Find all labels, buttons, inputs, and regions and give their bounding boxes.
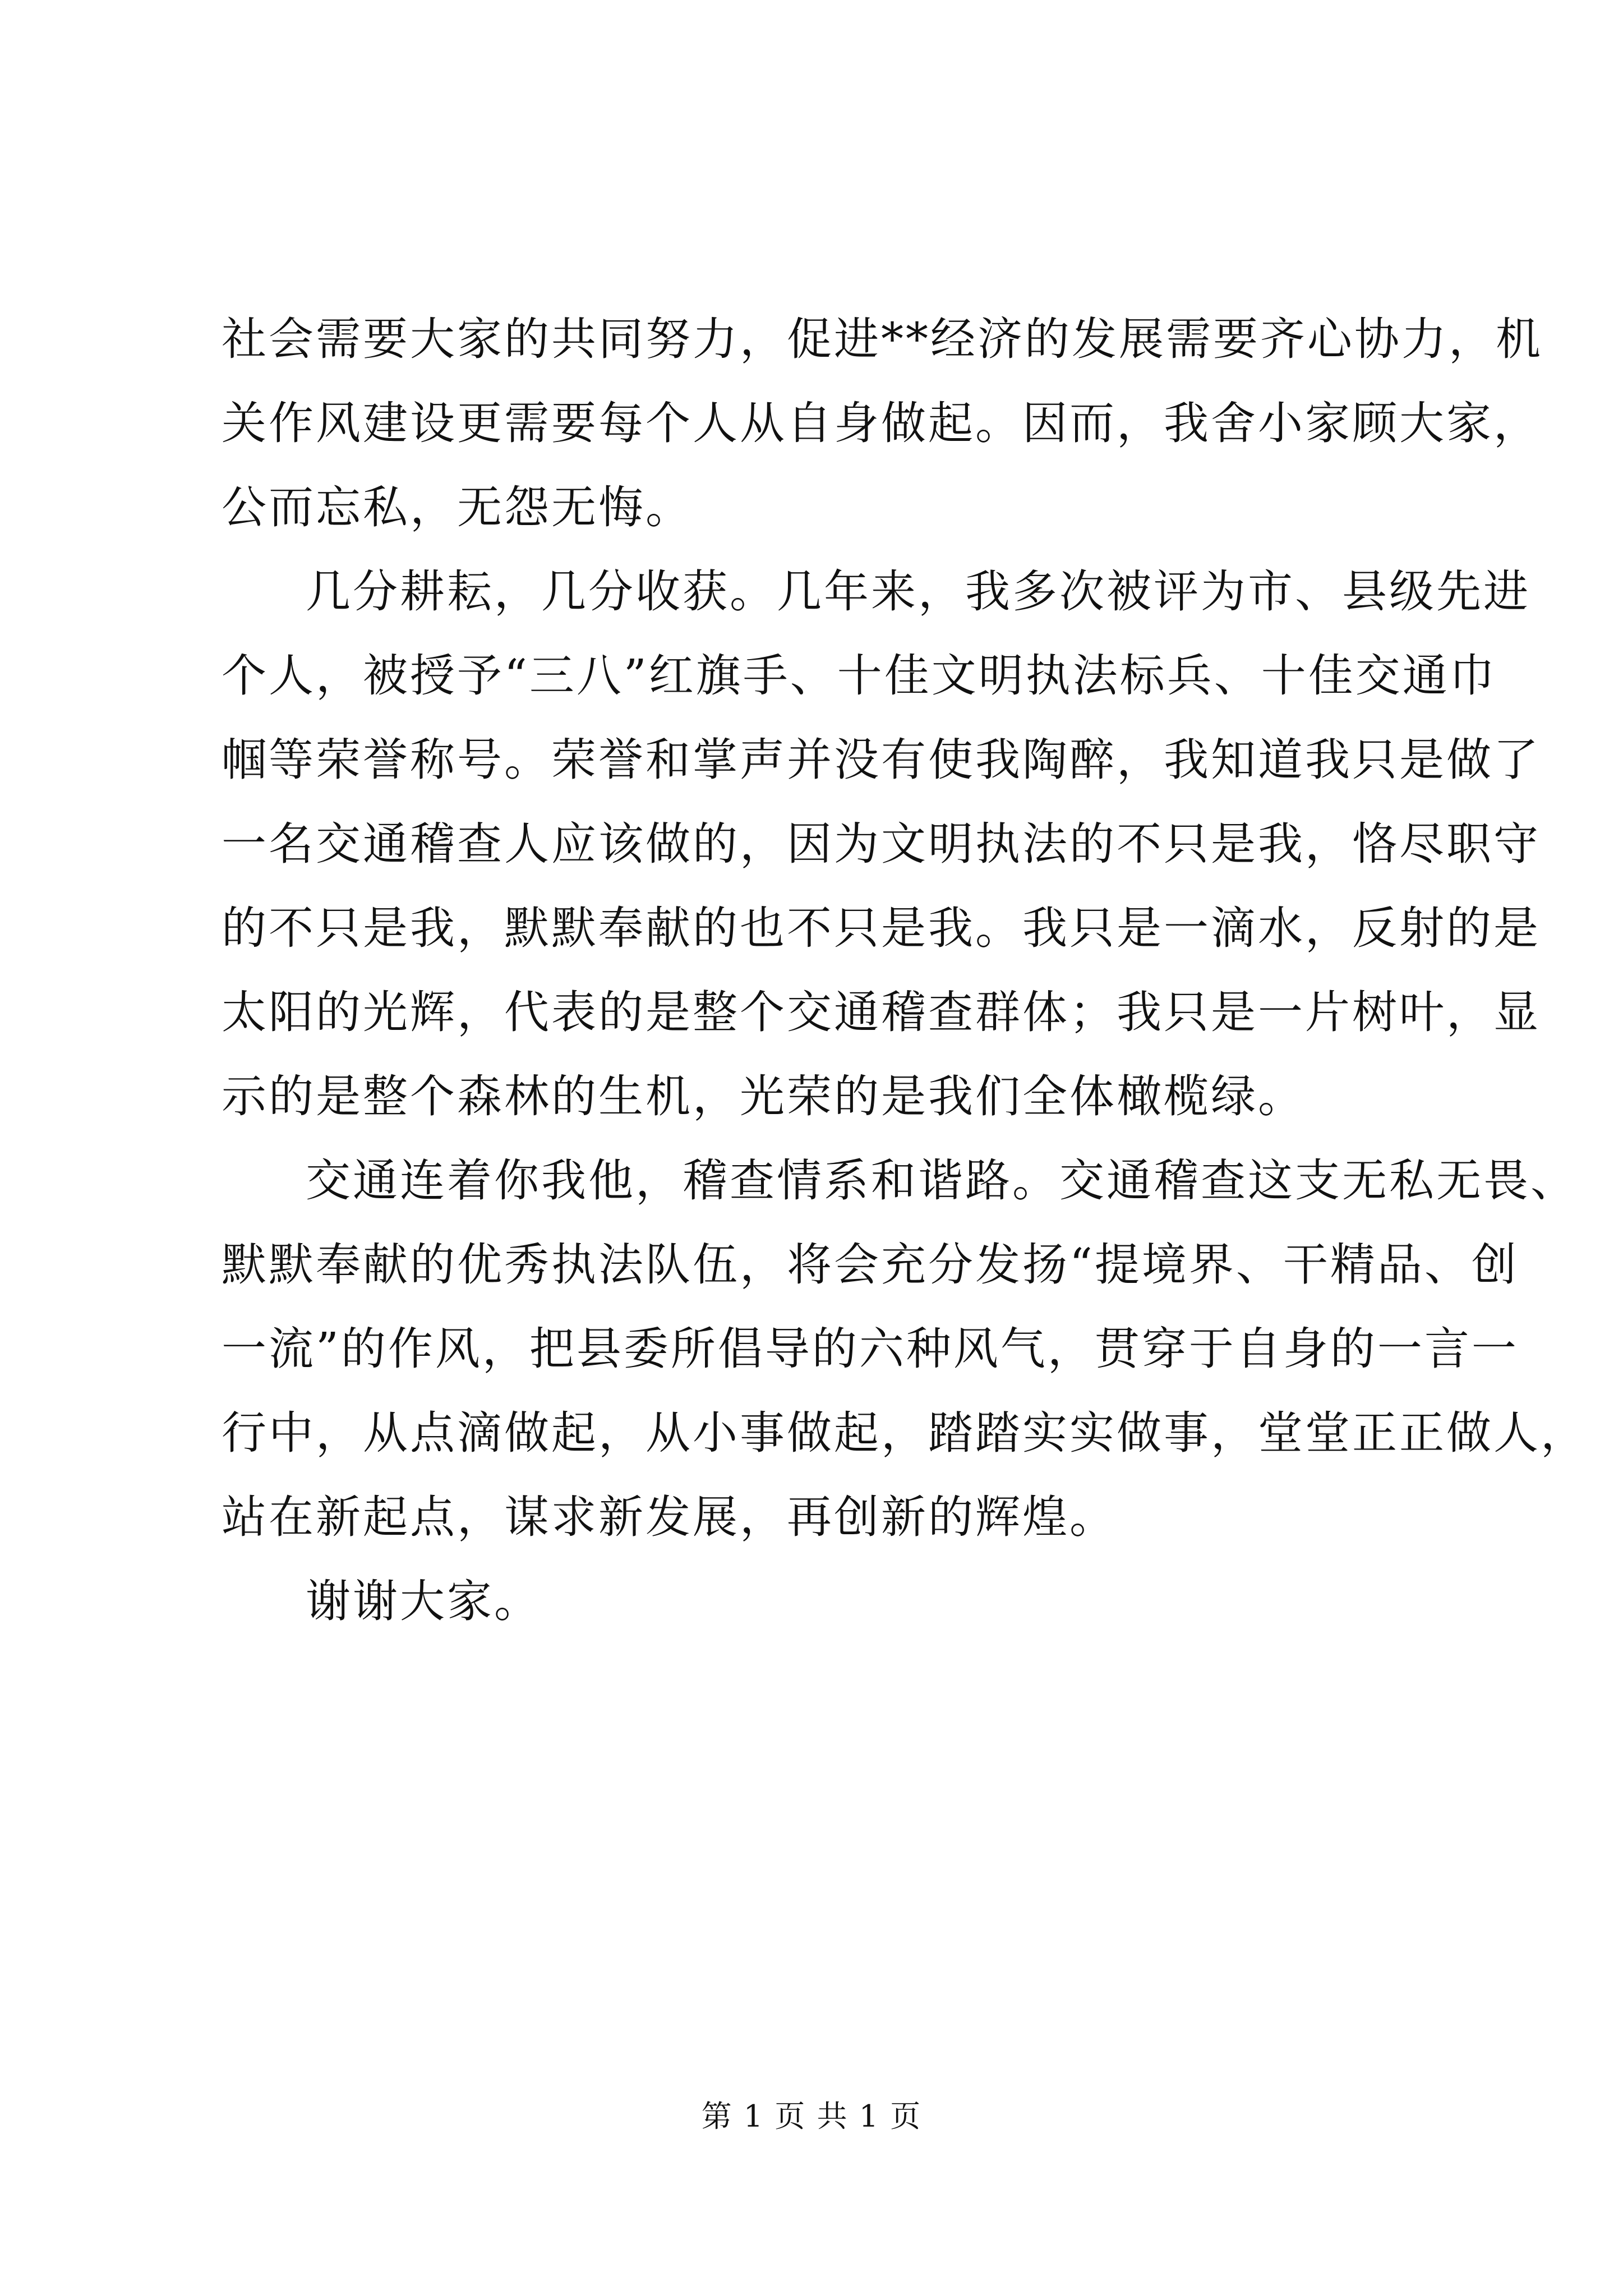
paragraph-1-line-2: 关作风建设更需要每个人从自身做起。因而，我舍小家顾大家， (222, 397, 1541, 449)
paragraph-2-line-6: 太阳的光辉，代表的是整个交通稽查群体；我只是一片树叶，显 (222, 986, 1541, 1038)
paragraph-2-line-2: 个人，被授予“三八”红旗手、十佳文明执法标兵、十佳交通巾 (222, 650, 1497, 702)
paragraph-2-line-5: 的不只是我，默默奉献的也不只是我。我只是一滴水，反射的是 (222, 902, 1541, 954)
paragraph-2-line-1: 几分耕耘，几分收获。几年来，我多次被评为市、县级先进 (306, 565, 1530, 618)
paragraph-3-line-3: 一流”的作风，把县委所倡导的六种风气，贯穿于自身的一言一 (222, 1323, 1519, 1375)
paragraph-1-line-1: 社会需要大家的共同努力，促进**经济的发展需要齐心协力，机 (222, 313, 1543, 365)
paragraph-2-line-7: 示的是整个森林的生机，光荣的是我们全体橄榄绿。 (222, 1070, 1305, 1122)
document-body (222, 297, 1588, 1644)
paragraph-2-line-3: 帼等荣誉称号。荣誉和掌声并没有使我陶醉，我知道我只是做了 (222, 734, 1541, 786)
page-number-footer: 第 1 页 共 1 页 (701, 2099, 922, 2134)
paragraph-2-line-4: 一名交通稽查人应该做的，因为文明执法的不只是我，恪尽职守 (222, 818, 1541, 870)
paragraph-1-line-3: 公而忘私，无怨无悔。 (222, 481, 693, 533)
paragraph-4-line-1: 谢谢大家。 (306, 1575, 541, 1627)
paragraph-3-line-5: 站在新起点，谋求新发展，再创新的辉煌。 (222, 1491, 1117, 1543)
paragraph-3-line-2: 默默奉献的优秀执法队伍，将会充分发扬“提境界、干精品、创 (222, 1239, 1519, 1291)
paragraph-3-line-4: 行中，从点滴做起，从小事做起，踏踏实实做事，堂堂正正做人， (222, 1407, 1588, 1459)
paragraph-3-line-1: 交通连着你我他，稽查情系和谐路。交通稽查这支无私无畏、 (306, 1154, 1578, 1207)
